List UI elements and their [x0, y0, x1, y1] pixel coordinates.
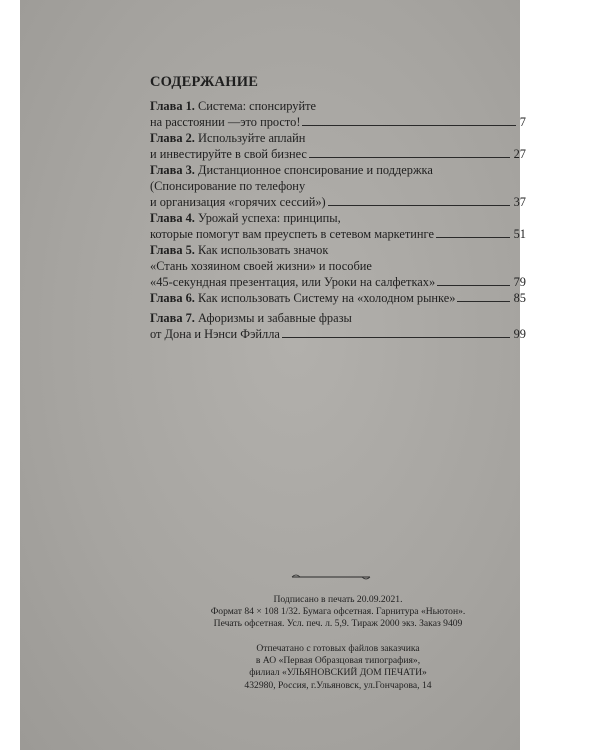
toc-entry-line: [150, 179, 526, 195]
dot-leader: [302, 124, 515, 126]
chapter-title-line: Система: спонсируйте: [198, 99, 316, 113]
chapter-title-line: (Спонсирование по телефону: [150, 178, 306, 193]
imprint-line: 432980, Россия, г.Ульяновск, ул.Гончарова, 14: [244, 679, 432, 691]
chapter-label: Глава 2.: [150, 131, 195, 145]
dot-leader: [457, 300, 509, 302]
chapter-label: Глава 7.: [150, 311, 195, 325]
dot-leader: [309, 156, 510, 158]
imprint-line: в АО «Первая Образцовая типография»,: [255, 655, 421, 667]
chapter-title-line: Используйте аплайн: [198, 131, 306, 145]
chapter-title-line: «Стань хозяином своей жизни» и пособие: [150, 258, 372, 273]
chapter-label: Глава 4.: [150, 211, 195, 225]
page-number: 7: [519, 114, 526, 129]
book-page: [20, 0, 526, 750]
page-number: 85: [513, 291, 526, 305]
toc-entry-line: [150, 131, 526, 147]
chapter-title-line: Как использовать значок: [198, 243, 329, 257]
chapter-title-line: Дистанционное спонсирование и поддержка: [198, 163, 433, 177]
toc-entry-line: [150, 211, 526, 227]
imprint-line: Печать офсетная. Усл. печ. л. 5,9. Тираж 2000 экз. Заказ 9409: [213, 618, 463, 630]
toc-entry-2: [150, 131, 526, 163]
toc-entry-line: [150, 243, 526, 259]
chapter-title-line: [150, 291, 455, 307]
dot-leader: [328, 204, 510, 206]
imprint-line: Отпечатано с готовых файлов заказчика: [256, 643, 420, 654]
imprint-line: Подписано в печать 20.09.2021.: [273, 594, 403, 605]
toc-entry-line: [150, 291, 526, 307]
dot-leader: [437, 284, 509, 286]
toc-entry-5: [150, 243, 526, 290]
toc-entry-line: [150, 275, 526, 291]
toc-entry-line: [150, 147, 526, 163]
toc-entry-line: [150, 227, 526, 243]
toc-entry-4: [150, 211, 526, 243]
chapter-label: Глава 6.: [150, 291, 195, 305]
toc-entry-6: [150, 291, 526, 307]
page-number: 99: [513, 326, 526, 341]
chapter-title-line: Афоризмы и забавные фразы: [198, 311, 352, 325]
toc-entry-line: [150, 311, 526, 327]
toc-entry-line: [150, 195, 526, 211]
chapter-label: Глава 3.: [150, 163, 195, 177]
toc-entry-7: [150, 311, 526, 343]
chapter-title-line: на расстоянии —это просто!: [150, 114, 301, 129]
chapter-title-line: и организация «горячих сессий»): [150, 194, 326, 209]
page-number: 37: [513, 194, 526, 209]
chapter-label: Глава 5.: [150, 243, 195, 257]
toc-entry-line: [150, 163, 526, 179]
ornament-divider: [290, 572, 372, 582]
toc-entry-line: [150, 259, 526, 275]
imprint-line: Формат 84 × 108 1/32. Бумага офсетная. Гарнитура «Ньютон».: [210, 606, 466, 618]
toc-entry-line: [150, 99, 526, 115]
toc-entry-line: [150, 327, 526, 343]
page-number: 79: [513, 274, 526, 289]
page-number: 51: [513, 226, 526, 241]
printer-info: [150, 643, 526, 692]
dot-leader: [282, 336, 510, 338]
dot-leader: [436, 236, 510, 238]
toc-entry-3: [150, 163, 526, 210]
toc-entry-1: [150, 99, 526, 131]
chapter-label: Глава 1.: [150, 99, 195, 113]
chapter-title-line: от Дона и Нэнси Фэйлла: [150, 326, 280, 341]
chapter-title-line: «45-секундная презентация, или Уроки на салфетках»: [150, 274, 436, 289]
chapter-title-line: Урожай успеха: принципы,: [198, 211, 341, 225]
page-number: 27: [513, 146, 526, 161]
publication-info: [150, 594, 526, 631]
toc-entry-line: [150, 115, 526, 131]
chapter-title-line: которые помогут вам преуспеть в сетевом маркетинге: [150, 226, 434, 241]
toc-title: СОДЕРЖАНИЕ: [150, 74, 259, 90]
chapter-title-line: и инвестируйте в свой бизнес: [150, 146, 307, 161]
chapter-title-text: Как использовать Систему на «холодном рынке»: [198, 291, 456, 305]
imprint-line: филиал «УЛЬЯНОВСКИЙ ДОМ ПЕЧАТИ»: [249, 667, 427, 679]
